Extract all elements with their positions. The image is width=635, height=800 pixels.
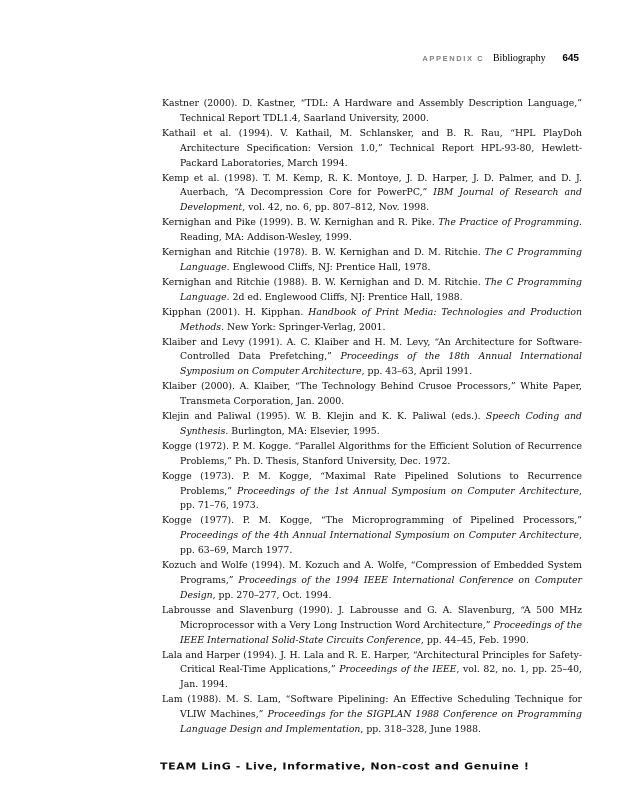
entry-text: Klejin and Paliwal (1995). W. B. Klejin and K. K. Paliwal (eds.).	[162, 411, 486, 423]
entry-details: , pp. 71–76, 1973.	[180, 485, 582, 512]
bib-entry	[162, 410, 582, 440]
bib-entry	[162, 172, 582, 217]
entry-title: Speech Coding and Synthesis.	[180, 411, 582, 437]
bib-entry	[162, 216, 582, 246]
entry-details: , pp. 270–277, Oct. 1994.	[212, 589, 332, 601]
running-head	[422, 52, 579, 66]
entry-title: Proceedings for the SIGPLAN 1988 Conference on Programming Language Design and Implementation	[180, 709, 582, 736]
entry-details: , vol. 42, no. 6, pp. 807–812, Nov. 1998.	[242, 202, 430, 214]
entry-text: Klaiber (2000). A. Klaiber, “The Technology Behind Crusoe Processors,” White Paper, Transmeta Corporation, Jan. 2000.	[162, 381, 582, 408]
bibliography-list	[162, 97, 582, 738]
bib-entry	[162, 693, 582, 738]
entry-title: IBM Journal of Research and Development	[180, 187, 582, 214]
bib-entry	[162, 276, 582, 306]
bib-entry	[162, 514, 582, 559]
section-title: Bibliography	[492, 53, 546, 64]
entry-text: Kozuch and Wolfe (1994). M. Kozuch and A. Wolfe, “Compression of Embedded System Programs,”	[162, 560, 582, 586]
entry-details: Burlington, MA: Elsevier, 1995.	[228, 425, 380, 437]
entry-title: Proceedings of the 4th Annual International Symposium on Computer Architecture	[180, 530, 580, 542]
bib-entry	[162, 440, 582, 470]
entry-title: Handbook of Print Media: Technologies and Production Methods.	[180, 306, 583, 333]
entry-text: Kogge (1972). P. M. Kogge. “Parallel Algorithms for the Efficient Solution of Recurrence Problems,” Ph. D. Thesis, Stanford University, Dec. 1972.	[162, 440, 582, 467]
entry-details: , pp. 43–63, April 1991.	[361, 366, 473, 378]
entry-title: Proceedings of the IEEE International Solid-State Circuits Conference	[180, 619, 582, 646]
entry-title: The C Programming Language.	[180, 247, 583, 273]
entry-title: Proceedings of the 1994 IEEE International Conference on Computer Design	[180, 575, 582, 601]
bib-entry	[162, 470, 582, 515]
entry-title: The C Programming Language.	[180, 276, 583, 303]
appendix-label: APPENDIX C	[422, 54, 485, 63]
entry-details: Englewood Cliffs, NJ: Prentice Hall, 1978.	[229, 261, 431, 273]
bib-entry	[162, 127, 582, 172]
bib-entry	[162, 306, 582, 336]
entry-details: , pp. 318–328, June 1988.	[360, 724, 481, 736]
page-number: 645	[562, 53, 579, 64]
entry-text: Kemp et al. (1998). T. M. Kemp, R. K. Montoye, J. D. Harper, J. D. Palmer, and D. J. Auerbach, “A Decompression Core for PowerPC,”	[162, 172, 582, 199]
entry-details: 2d ed. Englewood Cliffs, NJ: Prentice Hall, 1988.	[229, 291, 463, 303]
entry-details: New York: Springer-Verlag, 2001.	[224, 321, 386, 333]
bib-entry	[162, 649, 582, 694]
entry-title: Proceedings of the IEEE	[339, 664, 457, 676]
entry-details: , pp. 44–45, Feb. 1990.	[420, 634, 529, 646]
entry-text: Kernighan and Pike (1999). B. W. Kernighan and R. Pike.	[162, 217, 439, 229]
entry-text: Klaiber and Levy (1991). A. C. Klaiber and H. M. Levy, “An Architecture for Software-Controlled Data Prefetching,”	[162, 336, 582, 363]
entry-text: Kernighan and Ritchie (1988). B. W. Kernighan and D. M. Ritchie.	[162, 276, 485, 288]
entry-text: Lam (1988). M. S. Lam, “Software Pipelining: An Effective Scheduling Technique for VLIW Machines,”	[162, 694, 582, 721]
bib-entry	[162, 559, 582, 604]
entry-details: Reading, MA: Addison-Wesley, 1999.	[180, 232, 352, 244]
entry-title: Proceedings of the 18th Annual International Symposium on Computer Architecture	[180, 351, 582, 378]
entry-text: Kathail et al. (1994). V. Kathail, M. Schlansker, and B. R. Rau, “HPL PlayDoh Architecture Specification: Version 1.0,” Technical Report HPL-93-80, Hewlett-Packard Laboratories, March 1994.	[162, 127, 582, 169]
bib-entry	[162, 336, 582, 381]
bib-entry	[162, 246, 582, 276]
entry-text: Kipphan (2001). H. Kipphan.	[162, 306, 309, 318]
entry-text: Labrousse and Slavenburg (1990). J. Labrousse and G. A. Slavenburg, “A 500 MHz Microprocessor with a Very Long Instruction Word Architecture,”	[162, 604, 582, 631]
entry-text: Kastner (2000). D. Kastner, “TDL: A Hardware and Assembly Description Language,” Technical Report TDL1.4, Saarland University, 2000.	[162, 98, 582, 124]
entry-details: , pp. 63–69, March 1977.	[180, 530, 582, 557]
bib-entry	[162, 380, 582, 410]
entry-title: The Practice of Programming.	[438, 217, 583, 229]
entry-title: Proceedings of the 1st Annual Symposium on Computer Architecture	[236, 485, 580, 497]
entry-text: Kogge (1977). P. M. Kogge, “The Microprogramming of Pipelined Processors,”	[162, 515, 582, 527]
bib-entry	[162, 604, 582, 649]
bib-entry	[162, 97, 582, 127]
entry-details: , vol. 82, no. 1, pp. 25–40, Jan. 1994.	[180, 664, 582, 691]
entry-text: Kernighan and Ritchie (1978). B. W. Kernighan and D. M. Ritchie.	[162, 247, 485, 259]
entry-text: Kogge (1973). P. M. Kogge, “Maximal Rate Pipelined Solutions to Recurrence Problems,”	[162, 470, 582, 497]
entry-text: Lala and Harper (1994). J. H. Lala and R. E. Harper, “Architectural Principles for Safety-Critical Real-Time Applications,”	[162, 649, 582, 676]
footer-banner: TEAM LinG - Live, Informative, Non-cost and Genuine !	[160, 760, 530, 773]
